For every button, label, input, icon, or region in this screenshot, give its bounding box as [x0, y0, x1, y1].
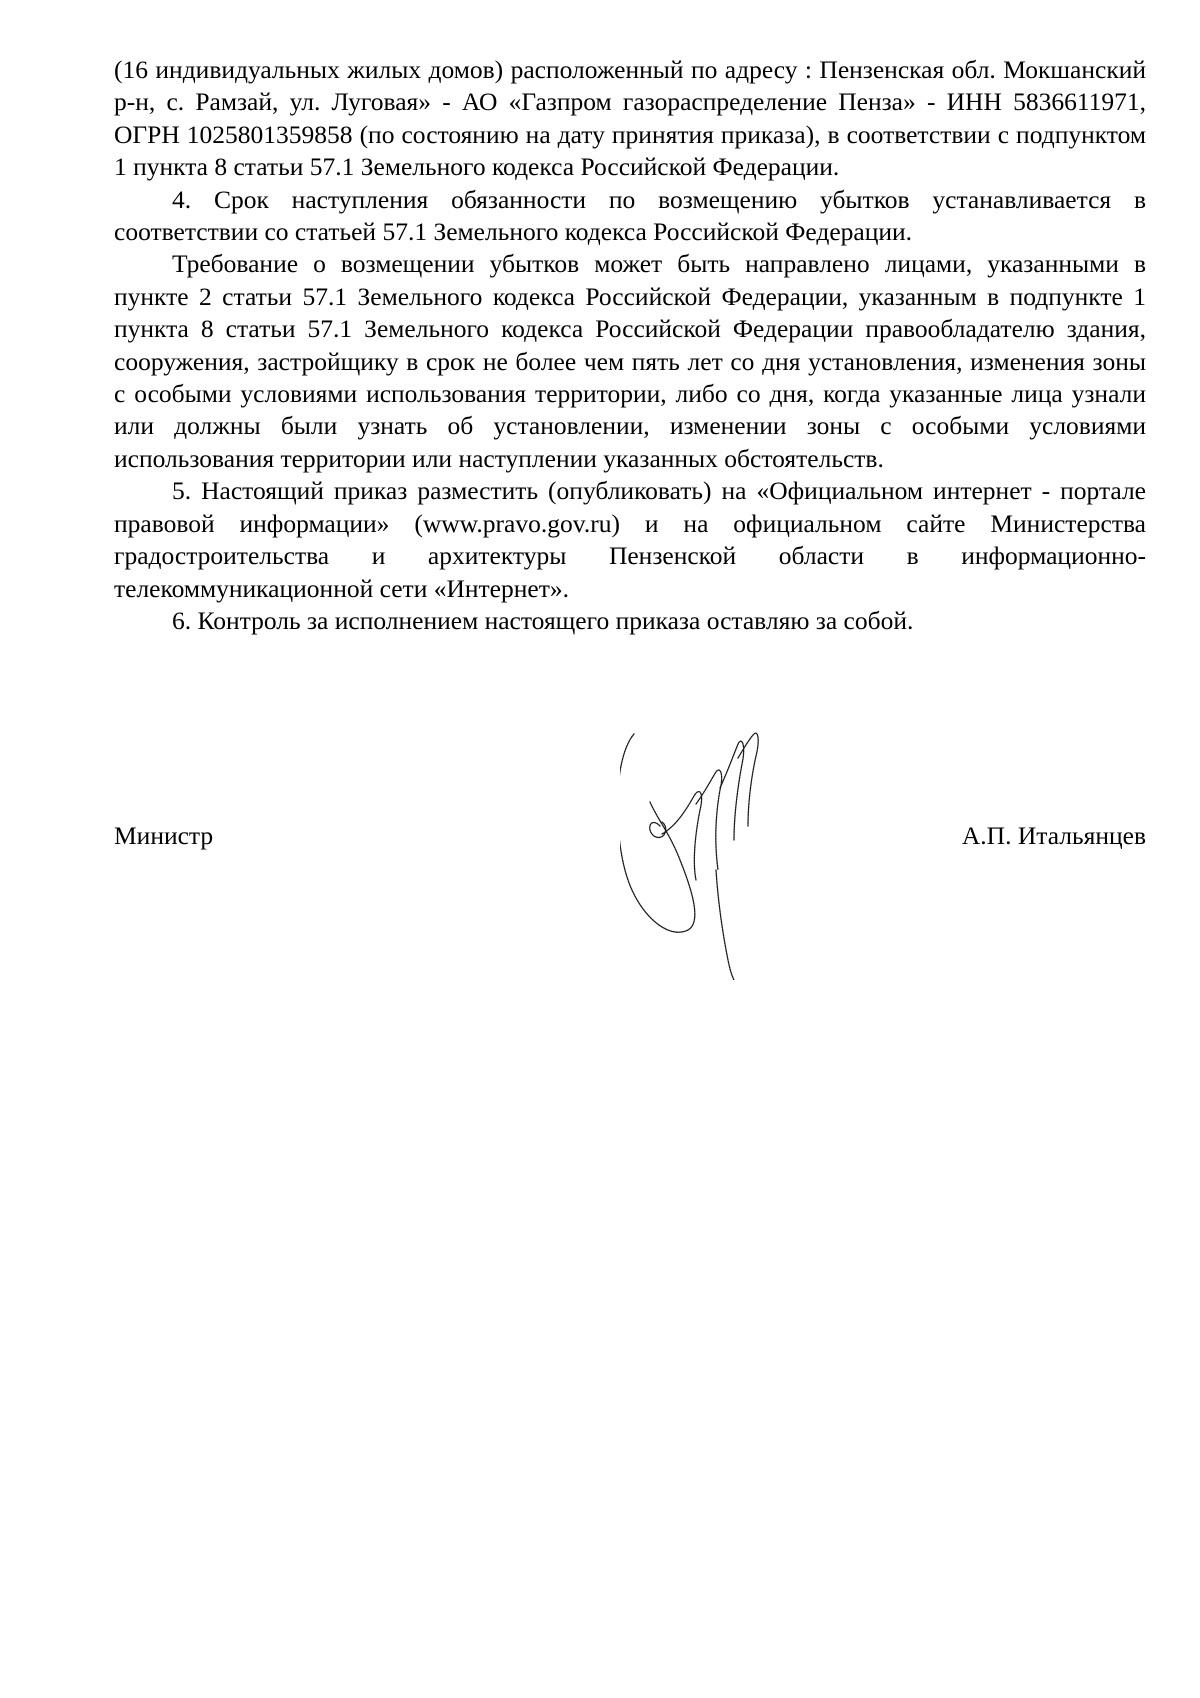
signatory-position: Министр [114, 821, 214, 850]
signature-stroke-curl [650, 822, 666, 837]
signature-stroke-right-1 [720, 741, 744, 840]
paragraph-continuation: (16 индивидуальных жилых домов) расположенный по адресу : Пензенская обл. Мокшанский р-н, с. Рамзай, ул. Луговая» - АО «Газпром газораспределение Пенза» - ИНН 5836611971, ОГРН 1025801359858 (по состоянию на дату принятия приказа), в соответствии с подпунктом 1 пункта 8 статьи 57.1 Земельного кодекса Российской Федерации. [114, 55, 1146, 182]
handwritten-signature [620, 730, 800, 980]
paragraph-item-6: 6. Контроль за исполнением настоящего приказа оставляю за собой. [172, 605, 914, 635]
document-body [114, 54, 1146, 637]
paragraph-item-5: 5. Настоящий приказ разместить (опубликовать) на «Официальном интернет - портале правовой информации» (www.pravo.gov.ru) и на официальном сайте Министерства градостроительства и архитектуры Пензенской области в информационно-телекоммуникационной сети «Интернет». [114, 476, 1146, 603]
signatory-name: А.П. Итальянцев [961, 821, 1146, 850]
signature-stroke-tail [716, 870, 734, 980]
signature-stroke-right-2 [738, 733, 758, 826]
signature-stroke-middle-2 [696, 770, 722, 870]
paragraph-item-4: 4. Срок наступления обязанности по возмещению убытков устанавливается в соответствии со статьей 57.1 Земельного кодекса Российской Федерации. [114, 184, 1146, 247]
paragraph-compensation-claim: Требование о возмещении убытков может быть направлено лицами, указанными в пункте 2 статьи 57.1 Земельного кодекса Российской Федерации, указанным в подпункте 1 пункта 8 статьи 57.1 Земельного кодекса Российской Федерации правообладателю здания, сооружения, застройщику в срок не более чем пять лет со дня установления, изменения зоны с особыми условиями использования территории, либо со дня, когда указанные лица узнали или должны были узнать об установлении, изменении зоны с особыми условиями использования территории или наступлении указанных обстоятельств. [114, 249, 1146, 473]
signature-stroke-loop [620, 734, 695, 932]
